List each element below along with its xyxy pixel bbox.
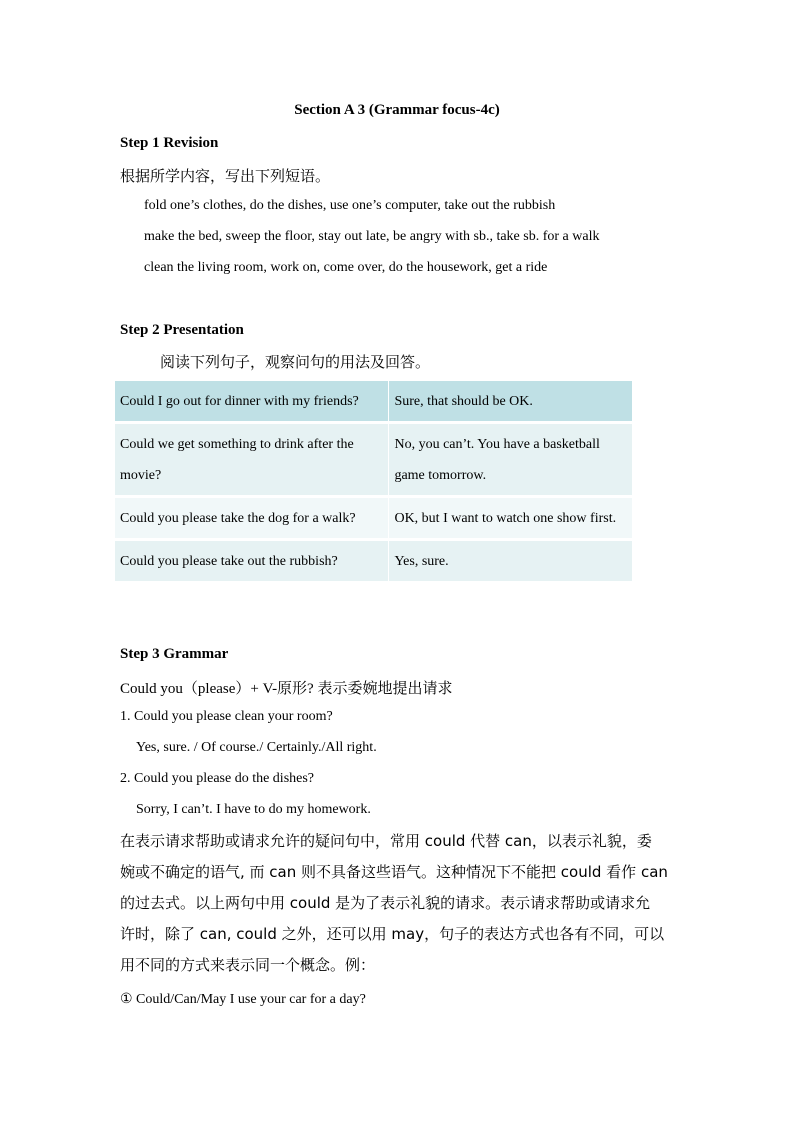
explanation-line: 用不同的方式来表示同一个概念。例： [120,956,376,974]
section-title: Section A 3 (Grammar focus-4c) [294,102,500,118]
explanation-line: 在表示请求帮助或请求允许的疑问句中，常用 could 代替 can，以表示礼貌，委 [120,832,652,850]
example-1-question: 1. Could you please clean your room? [120,709,333,724]
step2-heading: Step 2 Presentation [120,322,244,338]
answer-cell: Sure, that should be OK. [388,381,632,421]
example-sentence: ① Could/Can/May I use your car for a day? [120,992,366,1007]
answer-cell: OK, but I want to watch one show first. [388,498,632,538]
table-row [115,498,632,538]
explanation-line: 婉或不确定的语气, 而 can 则不具备这些语气。这种情况下不能把 could 看作 can [120,863,668,881]
answer-cell: Yes, sure. [388,541,632,581]
explanation-paragraph [120,826,676,981]
grammar-rule: Could you（please）+ V-原形? 表示委婉地提出请求 [120,681,453,697]
step1-instruction: 根据所学内容，写出下列短语。 [120,167,331,185]
question-cell: Could you please take the dog for a walk? [115,498,388,538]
table-row [115,541,632,581]
question-cell: Could I go out for dinner with my friends? [115,381,388,421]
table-row [115,381,632,421]
step1-heading: Step 1 Revision [120,135,219,151]
step2-instruction: 阅读下列句子，观察问句的用法及回答。 [160,353,431,371]
question-cell: Could you please take out the rubbish? [115,541,388,581]
sentence-table [115,378,632,584]
step3-heading: Step 3 Grammar [120,646,229,662]
table-row [115,424,632,495]
phrase-line-1: fold one’s clothes, do the dishes, use one’s computer, take out the rubbish [144,198,556,213]
explanation-line: 许时，除了 can, could 之外，还可以用 may，句子的表达方式也各有不同，可以 [120,925,665,943]
phrase-line-2: make the bed, sweep the floor, stay out late, be angry with sb., take sb. for a walk [144,229,600,244]
answer-cell: No, you can’t. You have a basketball game tomorrow. [388,424,632,495]
example-2-question: 2. Could you please do the dishes? [120,771,315,786]
phrase-line-3: clean the living room, work on, come over, do the housework, get a ride [144,260,548,275]
example-2-answer: Sorry, I can’t. I have to do my homework. [136,802,371,817]
question-cell: Could we get something to drink after the movie? [115,424,388,495]
explanation-line: 的过去式。以上两句中用 could 是为了表示礼貌的请求。表示请求帮助或请求允 [120,894,651,912]
example-1-answer: Yes, sure. / Of course./ Certainly./All right. [136,740,377,755]
